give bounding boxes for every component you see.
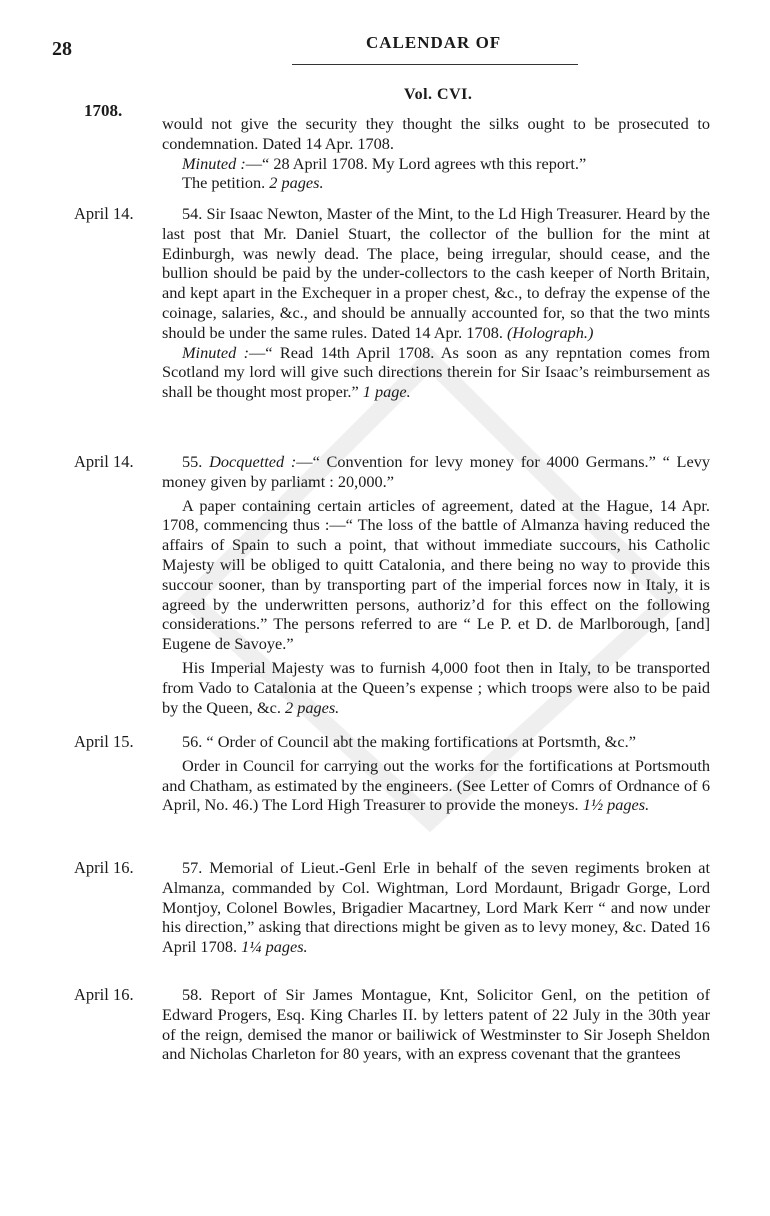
entry-body [162, 204, 710, 402]
entry-date: April 14. [74, 204, 134, 223]
header-rule [292, 64, 578, 65]
entry-date: April 16. [74, 858, 134, 877]
paragraph: A paper containing certain articles of agreement, dated at the Hague, 14 Apr. 1708, commencing thus :—“ The loss of the battle of Almanza having reduced the affairs of Spain to such a point, that without immediate succours, his Catholic Majesty will be obliged to quitt Catalonia, and there being no way to provide this succour sooner, than by transporting part of the imperial forces now in Italy, it is agreed by the underwritten persons, authoriz’d for this effect on the following considerations.” The persons referred to are “ Le P. et D. de Marlborough, [and] Eugene de Savoye.” [162, 495, 710, 654]
year-margin: 1708. [84, 101, 123, 120]
paragraph: 57. Memorial of Lieut.-Genl Erle in behalf of the seven regiments broken at Almanza, commanded by Col. Wightman, Lord Mordaunt, Brigadr Gorge, Lord Montjoy, Colonel Bowles, Brigadier Macartney, Lord Mark Kerr “ and now under his direction,” asking that directions might be given as to levy money, &c. Dated 16 April 1708. 1¼ pages. [162, 858, 710, 957]
entry-date: April 14. [74, 452, 134, 471]
paragraph: 55. Docquetted :—“ Convention for levy money for 4000 Germans.” “ Levy money given by parliamt : 20,000.” [162, 452, 710, 491]
paragraph: The petition. 2 pages. [182, 173, 324, 193]
paragraph: Order in Council for carrying out the works for the fortifications at Portsmouth and Chatham, as estimated by the engineers. (See Letter of Comrs of Ordnance of 6 April, No. 46.) The Lord High Treasurer to provide the moneys. 1½ pages. [162, 755, 710, 815]
entry-body [162, 858, 710, 957]
entry-date: April 15. [74, 732, 134, 751]
entry-body [162, 452, 710, 717]
paragraph: 56. “ Order of Council abt the making fortifications at Portsmth, &c.” [182, 732, 636, 751]
entry-body [162, 732, 710, 815]
volume-heading: Vol. CVI. [404, 86, 473, 103]
entry-body [162, 114, 710, 193]
entry-body [162, 985, 710, 1064]
paragraph: 54. Sir Isaac Newton, Master of the Mint, to the Ld High Treasurer. Heard by the last post that Mr. Daniel Stuart, the collector of the bullion for the mint at Edinburgh, was newly dead. The place, being irregular, should cease, and the bullion should be paid by the under-collectors to the cash keeper of North Britain, and kept apart in the Exchequer in a proper chest, &c., to defray the expense of the coinage, salaries, &c., and should be annually accounted for, so that the two mints should be under the same rules. Dated 14 Apr. 1708. (Holograph.) [162, 204, 710, 342]
paragraph: 58. Report of Sir James Montague, Knt, Solicitor Genl, on the petition of Edward Progers, Esq. King Charles II. by letters patent of 22 July in the 30th year of the reign, demised the manor or bailiwick of Westminster to Sir Joseph Sheldon and Nicholas Charleton for 80 years, with an express covenant that the grantees [162, 985, 710, 1064]
running-title: CALENDAR OF [366, 33, 502, 52]
paragraph: His Imperial Majesty was to furnish 4,000 foot then in Italy, to be transported from Vado to Catalonia at the Queen’s expense ; which troops were also to be paid by the Queen, &c. 2 pages. [162, 657, 710, 717]
paragraph: would not give the security they thought the silks ought to be prosecuted to condemnation. Dated 14 Apr. 1708. [162, 114, 710, 153]
paragraph: Minuted :—“ 28 April 1708. My Lord agrees wth this report.” [182, 153, 587, 173]
entry-date: April 16. [74, 985, 134, 1004]
paragraph: Minuted :—“ Read 14th April 1708. As soon as any repntation comes from Scotland my lord will give such directions therein for Sir Isaac’s reimbursement as shall be thought most proper.” 1 page. [162, 342, 710, 402]
page-number: 28 [52, 38, 72, 60]
